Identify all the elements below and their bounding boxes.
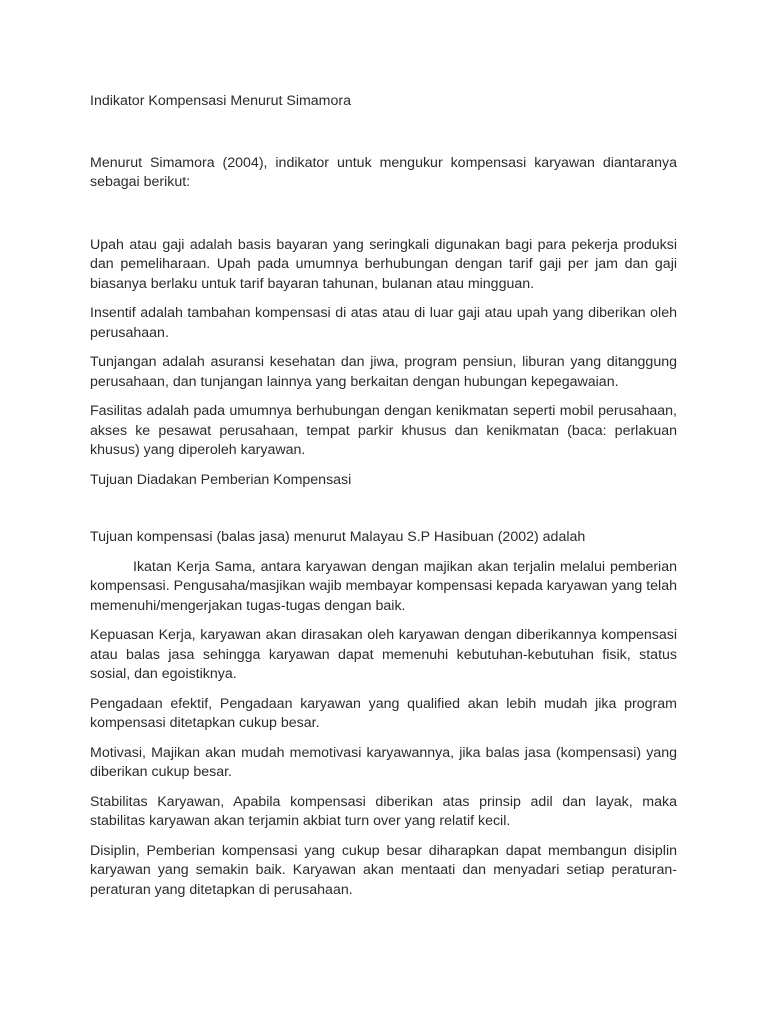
document-page <box>90 92 677 910</box>
goal-paragraph-stabilitas-karyawan: Stabilitas Karyawan, Apabila kompensasi diberikan atas prinsip adil dan layak, maka stabilitas karyawan akan terjamin akbiat turn over yang relatif kecil. <box>90 793 677 829</box>
intro-paragraph: Menurut Simamora (2004), indikator untuk mengukur kompensasi karyawan diantaranya sebagai berikut: <box>90 154 677 190</box>
intro-paragraph-tujuan: Tujuan kompensasi (balas jasa) menurut Malayau S.P Hasibuan (2002) adalah <box>90 529 586 545</box>
document-title: Indikator Kompensasi Menurut Simamora <box>90 93 352 109</box>
indicator-paragraph-insentif: Insentif adalah tambahan kompensasi di atas atau di luar gaji atau upah yang diberikan oleh perusahaan. <box>90 305 677 341</box>
goal-paragraph-pengadaan-efektif: Pengadaan efektif, Pengadaan karyawan yang qualified akan lebih mudah jika program kompensasi ditetapkan cukup besar. <box>90 695 677 731</box>
indicator-paragraph-tunjangan: Tunjangan adalah asuransi kesehatan dan jiwa, program pensiun, liburan yang ditanggung perusahaan, dan tunjangan lainnya yang berkaitan dengan hubungan kepegawaian. <box>90 354 677 390</box>
section-heading-tujuan: Tujuan Diadakan Pemberian Kompensasi <box>90 471 352 488</box>
goal-paragraph-kepuasan-kerja: Kepuasan Kerja, karyawan akan dirasakan oleh karyawan dengan diberikannya kompensasi atau balas jasa sehingga karyawan dapat memenuhi kebutuhan-kebutuhan fisik, status sosial, dan egoistiknya. <box>90 627 677 682</box>
goal-paragraph-ikatan-kerja-sama: Ikatan Kerja Sama, antara karyawan dengan majikan akan terjalin melalui pemberian kompensasi. Pengusaha/masjikan wajib membayar kompensasi kepada karyawan yang telah memenuhi/mengerjakan tugas-tugas dengan baik. <box>90 558 677 614</box>
indicator-paragraph-fasilitas: Fasilitas adalah pada umumnya berhubungan dengan kenikmatan seperti mobil perusahaan, akses ke pesawat perusahaan, tempat parkir khusus dan kenikmatan (baca: perlakuan khusus) yang diperoleh karyawan. <box>90 403 677 458</box>
goal-paragraph-motivasi: Motivasi, Majikan akan mudah memotivasi karyawannya, jika balas jasa (kompensasi) yang diberikan cukup besar. <box>90 744 677 780</box>
goal-paragraph-disiplin: Disiplin, Pemberian kompensasi yang cukup besar diharapkan dapat membangun disiplin karyawan yang semakin baik. Karyawan akan mentaati dan menyadari setiap peraturan-peraturan yang ditetapkan di perusahaan. <box>90 842 677 898</box>
indicator-paragraph-upah: Upah atau gaji adalah basis bayaran yang seringkali digunakan bagi para pekerja produksi dan pemeliharaan. Upah pada umumnya berhubungan dengan tarif gaji per jam dan gaji biasanya berlaku untuk tarif bayaran tahunan, bulanan atau mingguan. <box>90 236 677 292</box>
